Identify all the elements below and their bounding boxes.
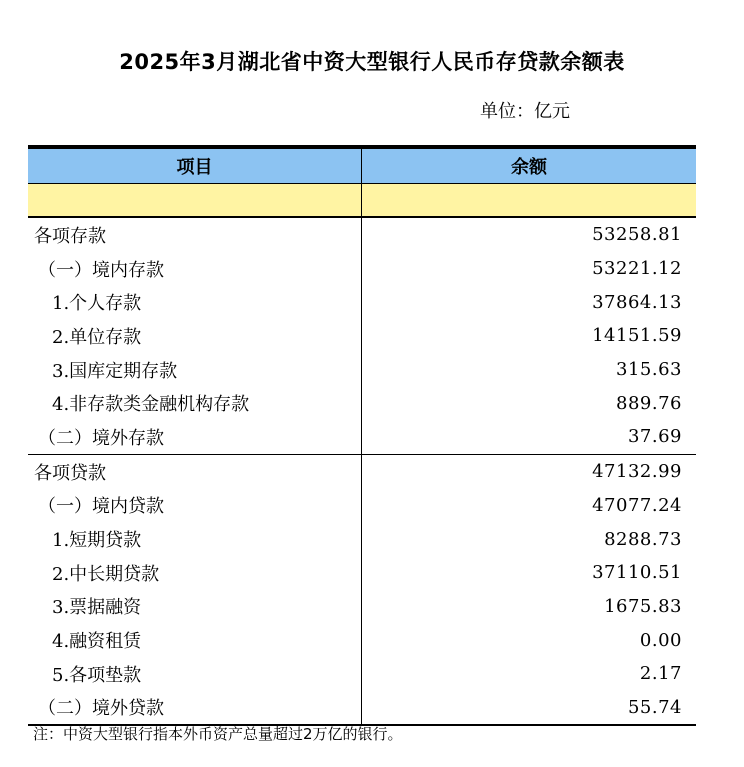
row-label: 4.非存款类金融机构存款: [52, 394, 250, 416]
row-value: 8288.73: [604, 528, 682, 550]
footnote: 注：中资大型银行指本外币资产总量超过2万亿的银行。: [33, 725, 403, 743]
highlight-blank-row: [28, 184, 696, 216]
row-value: 53221.12: [592, 258, 682, 280]
table-row: [28, 353, 696, 387]
row-label: 1.个人存款: [52, 293, 142, 315]
table-row: [28, 489, 696, 523]
row-label: 3.票据融资: [52, 597, 142, 619]
row-value: 47077.24: [592, 494, 682, 516]
header-item: 项目: [28, 149, 362, 183]
row-value: 889.76: [616, 392, 682, 414]
row-value: 315.63: [616, 359, 682, 381]
row-label: （一）境内存款: [38, 259, 164, 281]
table-row: [28, 590, 696, 624]
table-row: [28, 623, 696, 657]
header-balance: 余额: [511, 157, 547, 178]
table-row: [28, 420, 696, 454]
row-label: 1.短期贷款: [52, 530, 142, 552]
row-value: 1675.83: [604, 595, 682, 617]
table-row: [28, 522, 696, 556]
row-value: 47132.99: [592, 461, 682, 483]
row-label: 各项存款: [34, 225, 106, 247]
table-header: [28, 149, 696, 183]
row-label: （二）境外贷款: [38, 698, 164, 720]
row-value: 37864.13: [592, 291, 682, 313]
table-row: [28, 455, 696, 489]
row-value: 0.00: [639, 629, 682, 651]
row-label: 3.国库定期存款: [52, 360, 178, 382]
loan-section: [28, 455, 696, 725]
row-value: 53258.81: [592, 224, 682, 246]
row-value: 37110.51: [592, 562, 682, 584]
row-label: （二）境外存款: [38, 427, 164, 449]
row-value: 2.17: [639, 663, 682, 685]
balance-table: [28, 145, 696, 726]
row-label: 各项贷款: [34, 462, 106, 484]
row-label: 2.中长期贷款: [52, 563, 160, 585]
deposit-section: [28, 218, 696, 454]
table-row: [28, 252, 696, 286]
row-label: 5.各项垫款: [52, 664, 142, 686]
row-value: 37.69: [627, 426, 682, 448]
page-title: 2025年3月湖北省中资大型银行人民币存贷款余额表: [119, 50, 625, 74]
table-row: [28, 319, 696, 353]
table-row: [28, 386, 696, 420]
row-label: 2.单位存款: [52, 326, 142, 348]
table-row: [28, 691, 696, 725]
row-value: 55.74: [627, 696, 682, 718]
table-row: [28, 556, 696, 590]
row-label: （一）境内贷款: [38, 496, 164, 518]
table-row: [28, 285, 696, 319]
unit-label: 单位：亿元: [480, 101, 570, 122]
table-row: [28, 218, 696, 252]
row-value: 14151.59: [592, 325, 682, 347]
row-label: 4.融资租赁: [52, 631, 142, 653]
table-row: [28, 657, 696, 691]
